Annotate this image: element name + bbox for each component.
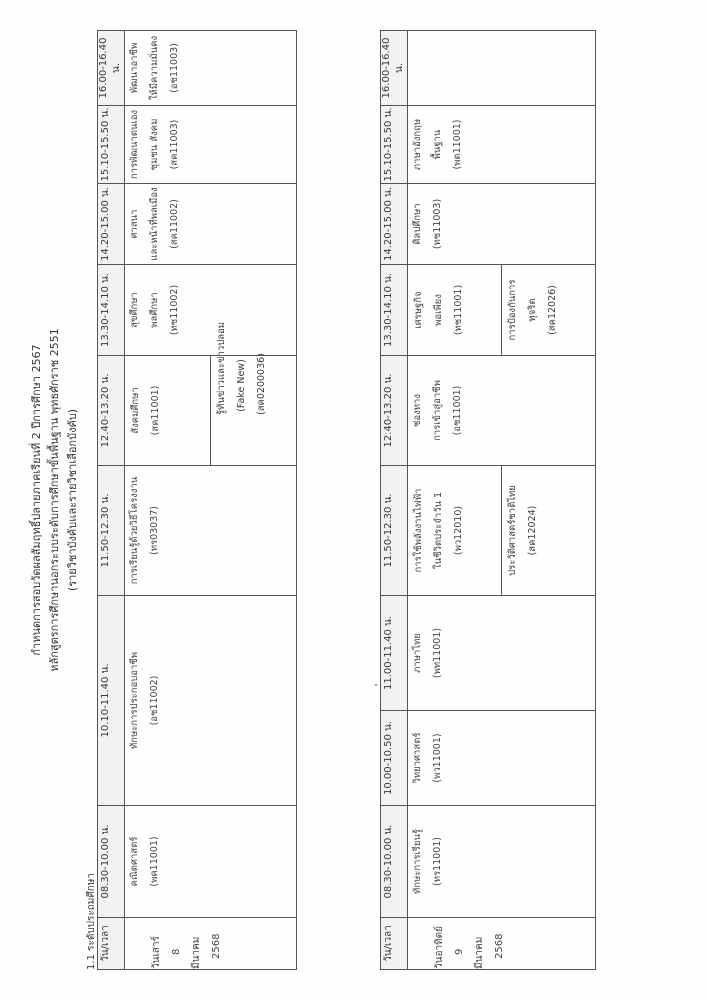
subject-name: ทักษะการประกอบอาชีพ: [129, 651, 140, 750]
section-label: 1.1 ระดับประถมศึกษา: [86, 872, 97, 970]
scan-speck: [375, 684, 377, 686]
subject-code: (ทร11001): [432, 837, 443, 886]
table2-header-slot: 16.00-16.40 น.: [381, 31, 408, 106]
subject-code: (อช11003): [169, 43, 180, 93]
table2-header-slot: 11.00-11.40 น.: [381, 596, 408, 711]
subject-name-2: พลศึกษา: [149, 292, 160, 328]
subject-name-2: และหน้าที่พลเมือง: [149, 187, 160, 261]
subject-name: การเรียนรู้ด้วยวิธีโครงงาน: [129, 476, 140, 585]
exam-cell: [125, 596, 297, 806]
subject-name: สังคมศึกษา: [130, 387, 141, 434]
exam-cell: [408, 184, 596, 265]
day-name: วันอาทิตย์: [434, 925, 445, 969]
subject-code: (สค0200036): [256, 353, 267, 415]
subject-code: (ทร03037): [149, 506, 160, 555]
table2-header-row: [381, 31, 408, 970]
day-number: 9: [454, 948, 465, 955]
subject-name: ประวัติศาสตร์ชาติไทย: [507, 485, 518, 576]
exam-cell-empty: [408, 31, 596, 106]
subject-code: (อช11001): [452, 385, 463, 436]
exam-cell: [408, 106, 596, 184]
exam-cell: [125, 806, 297, 918]
subject-code: (ทช11002): [169, 284, 180, 336]
exam-subcell: [408, 265, 501, 355]
table1-header-slot: 12.40-13.20 น.: [98, 356, 125, 466]
subject-name-2: พื้นฐาน: [432, 129, 443, 160]
title-line-3: (รายวิชาบังคับและรายวิชาเลือกบังคับ): [66, 408, 79, 592]
subject-name: การใช้พลังงานไฟฟ้า: [413, 488, 424, 573]
subject-name: พัฒนาอาชีพ: [129, 42, 140, 94]
schedule-table-2: [380, 30, 596, 970]
exam-subcell: [125, 356, 210, 465]
subject-name: การป้องกันการ: [507, 279, 518, 341]
subject-code: (พท11001): [432, 627, 443, 679]
subject-name: ภาษาไทย: [412, 633, 423, 673]
subject-name: คณิตศาสตร์: [129, 836, 140, 887]
table1-header-slot: 16.00-16.40 น.: [98, 31, 125, 106]
subject-code: (ทช11001): [453, 284, 464, 336]
subject-name-2: ให้มีความมั่นคง: [149, 35, 160, 101]
subject-name-2: ในชีวิตประจำวัน 1: [433, 491, 444, 570]
table1-header-slot: 14.20-15.00 น.: [98, 184, 125, 265]
day-month: มีนาคม: [474, 936, 485, 969]
subject-code: (สค11003): [169, 119, 180, 170]
day-name: วันเสาร์: [151, 936, 162, 969]
subject-name: ทักษะการเรียนรู้: [412, 828, 423, 895]
subject-name: รู้ทันข่าวและข่าวปลอม: [216, 321, 227, 415]
exam-cell: [125, 265, 297, 356]
subject-code: (สค11002): [169, 199, 180, 249]
table2-header-slot: 12.40-13.20 น.: [381, 356, 408, 466]
exam-cell: [125, 466, 297, 596]
subject-name: สุขศึกษา: [129, 292, 140, 328]
day-month: มีนาคม: [191, 936, 202, 969]
table1-day-cell: [125, 918, 297, 970]
table1-header-slot: 15.10-15.50 น.: [98, 106, 125, 184]
subject-name: เศรษฐกิจ: [413, 291, 424, 329]
subject-name-2: ทุจริต: [527, 298, 538, 322]
table2-header-slot: 13.30-14.10 น.: [381, 265, 408, 356]
subject-code: (สค11001): [150, 385, 161, 436]
subject-code: (พต11001): [452, 119, 463, 170]
title-line-2: หลักสูตรการศึกษานอกระบบระดับการศึกษาขั้นพื้นฐาน พุทธศักราช 2551: [48, 328, 61, 672]
exam-cell: [408, 806, 596, 918]
subject-name: ศาสนา: [129, 209, 140, 239]
title-line-1: กำหนดการสอบวัดผลสัมฤทธิ์ปลายภาคเรียนที่ 2 ปีการศึกษา 2567: [30, 344, 43, 656]
exam-cell: [125, 31, 297, 106]
exam-subcell: [501, 265, 595, 355]
table1-header-day: วัน/เวลา: [98, 918, 125, 970]
subject-name: การพัฒนาตนเอง: [129, 109, 140, 180]
exam-subcell: [408, 466, 501, 595]
day-year: 2568: [494, 933, 505, 959]
subject-name: ช่องทาง: [412, 393, 423, 428]
table1-header-slot: 13.30-14.10 น.: [98, 265, 125, 356]
subject-name-2: ชุมชน สังคม: [149, 118, 160, 171]
table2-header-slot: 14.20-15.00 น.: [381, 184, 408, 265]
exam-cell: [408, 356, 596, 466]
table2-header-slot: 15.10-15.50 น.: [381, 106, 408, 184]
subject-name: ศิลปศึกษา: [412, 203, 423, 245]
table2-day-cell: [408, 918, 596, 970]
table1-header-slot: 10.10-11.40 น.: [98, 596, 125, 806]
table2-body-row: [408, 31, 596, 970]
table2-header-slot: 08.30-10.00 น.: [381, 806, 408, 918]
subject-name-2: การเข้าสู่อาชีพ: [432, 380, 443, 441]
exam-subcell: [501, 466, 595, 595]
subject-code: (สค12026): [547, 285, 558, 335]
day-number: 8: [171, 948, 182, 955]
subject-subtitle: (Fake New): [236, 359, 247, 412]
exam-cell: [125, 184, 297, 265]
subject-name: ภาษาอังกฤษ: [412, 118, 423, 171]
exam-cell: [408, 596, 596, 711]
exam-cell-split: [408, 265, 596, 356]
subject-code: (พว12010): [453, 505, 464, 556]
exam-cell-split: [408, 466, 596, 596]
table1-header-slot: 08.30-10.00 น.: [98, 806, 125, 918]
exam-subcell: [210, 321, 296, 465]
subject-code: (สค12024): [527, 505, 538, 556]
schedule-table-1: [97, 30, 297, 970]
subject-code: (ทช11003): [432, 198, 443, 250]
day-year: 2568: [211, 933, 222, 959]
subject-code: (พว11001): [432, 733, 443, 783]
table2-header-day: วัน/เวลา: [381, 918, 408, 970]
table1-body-row: [125, 31, 297, 970]
table2-header-slot: 10.00-10.50 น.: [381, 711, 408, 806]
subject-name-2: พอเพียง: [433, 294, 444, 326]
exam-cell: [125, 106, 297, 184]
table1-header-slot: 11.50-12.30 น.: [98, 466, 125, 596]
subject-code: (พค11001): [149, 836, 160, 887]
table1-header-row: [98, 31, 125, 970]
subject-code: (อช11002): [149, 675, 160, 726]
table2-header-slot: 11.50-12.30 น.: [381, 466, 408, 596]
exam-cell-split: [125, 321, 297, 466]
exam-cell: [408, 711, 596, 806]
subject-name: วิทยาศาสตร์: [412, 732, 423, 784]
